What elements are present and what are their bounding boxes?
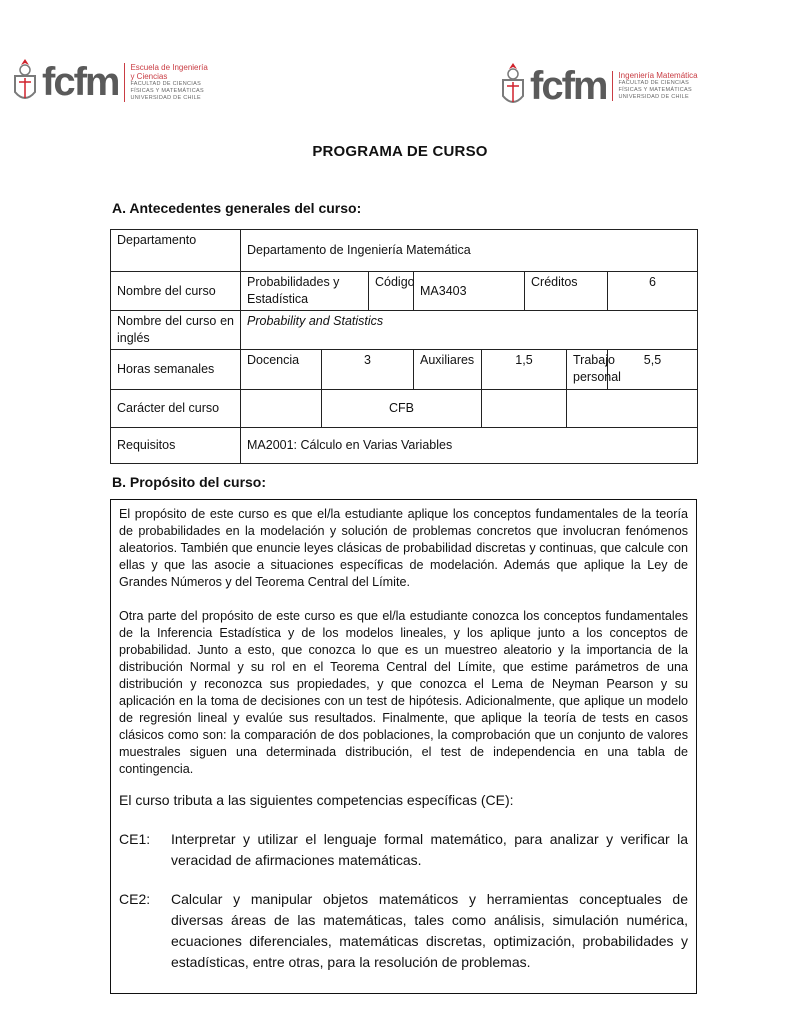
competencia-text: Interpretar y utilizar el lenguaje formal matemático, para analizar y verificar la veracidad de afirmaciones matemáticas. [171,831,688,868]
caracter-empty [482,390,567,428]
purpose-paragraph-2: Otra parte del propósito de este curso es que el/la estudiante conozca los conceptos fundamentales de la Inferencia Estadística y de los modelos lineales, y los aplique junto a los conceptos de probabilidad. Junto a esto, que conozca lo que es un muestreo aleatorio y la importancia de la distribución Normal y su rol en el Teorema Central del Límite, que estime parámetros de una distribución y reconozca sus propiedades, y que conozca el Lema de Neyman Pearson y su aplicación en la toma de decisiones con un test de hipótesis. Adicionalmente, que aplique un modelo de regresión lineal y evalúe sus resultados. Finalmente, que aplique la teoría de tests en casos clásicos como son: la comparación de dos poblaciones, la comprobación que un conjunto de valores muestrales siguen una determinada distribución, el test de independencia en una tabla de contingencia. [119,609,688,776]
section-a-heading: A. Antecedentes generales del curso: [112,200,362,216]
table-row [111,350,698,390]
nombre-value: Probabilidades y Estadística [241,272,369,311]
codigo-label: Código [369,272,414,311]
table-row [111,230,698,272]
trabajo-value: 5,5 [608,350,698,390]
university-crest-icon [12,58,38,106]
competencia-code: CE1: [119,831,151,847]
ingles-label: Nombre del curso en inglés [111,311,241,350]
docencia-value: 3 [322,350,414,390]
table-row [111,272,698,311]
fcfm-escuela-logo [12,58,208,106]
creditos-label: Créditos [525,272,608,311]
departamento-value: Departamento de Ingeniería Matemática [241,230,698,272]
auxiliares-value: 1,5 [482,350,567,390]
departamento-label: Departamento [111,230,241,272]
logo-subtitle: Escuela de Ingeniería y Ciencias FACULTAD DE CIENCIAS FÍSICAS Y MATEMÁTICAS UNIVERSIDAD DE CHILE [124,63,207,102]
university-crest-icon [500,62,526,110]
fcfm-wordmark: fcfm [42,60,119,104]
requisitos-value: MA2001: Cálculo en Varias Variables [241,428,698,464]
requisitos-label: Requisitos [111,428,241,464]
codigo-value: MA3403 [414,272,525,311]
table-row [111,390,698,428]
page-title: PROGRAMA DE CURSO [312,143,488,160]
nombre-label: Nombre del curso [111,272,241,311]
horas-label: Horas semanales [111,350,241,390]
trabajo-label: Trabajo personal [567,350,608,390]
creditos-value: 6 [608,272,698,311]
course-info-table [110,229,698,464]
section-b-heading: B. Propósito del curso: [112,474,267,490]
competencias-intro: El curso tributa a las siguientes competencias específicas (CE): [119,792,514,808]
purpose-paragraph-1: El propósito de este curso es que el/la estudiante aplique los conceptos fundamentales de la teoría de probabilidades en la modelación y solución de problemas concretos que involucran fenómenos aleatorios. También que enuncie leyes clásicas de probabilidad discretas y continuas, que calcule con ellas y que las asocie a situaciones específicas de modelación. Además que aplique la Ley de Grandes Números y del Teorema Central del Límite. [119,507,688,589]
caracter-empty [567,390,698,428]
purpose-box [110,499,697,994]
competencia-text: Calcular y manipular objetos matemáticos y herramientas conceptuales de diversas áreas de las matemáticas, tales como análisis, simulación numérica, ecuaciones diferenciales, matemáticas discretas, optimización, probabilidades y estadísticas, entre otras, para la resolución de problemas. [171,891,688,970]
caracter-label: Carácter del curso [111,390,241,428]
docencia-label: Docencia [241,350,322,390]
fcfm-wordmark: fcfm [530,64,607,108]
ingles-value: Probability and Statistics [241,311,698,350]
table-row [111,311,698,350]
competencia-item [119,889,688,973]
auxiliares-label: Auxiliares [414,350,482,390]
caracter-value: CFB [322,390,482,428]
competencia-code: CE2: [119,891,151,907]
caracter-empty [241,390,322,428]
fcfm-ingenieria-matematica-logo [500,62,698,110]
logo-subtitle: Ingeniería Matemática FACULTAD DE CIENCIAS FÍSICAS Y MATEMÁTICAS UNIVERSIDAD DE CHILE [612,71,697,101]
competencia-item [119,829,688,871]
table-row [111,428,698,464]
